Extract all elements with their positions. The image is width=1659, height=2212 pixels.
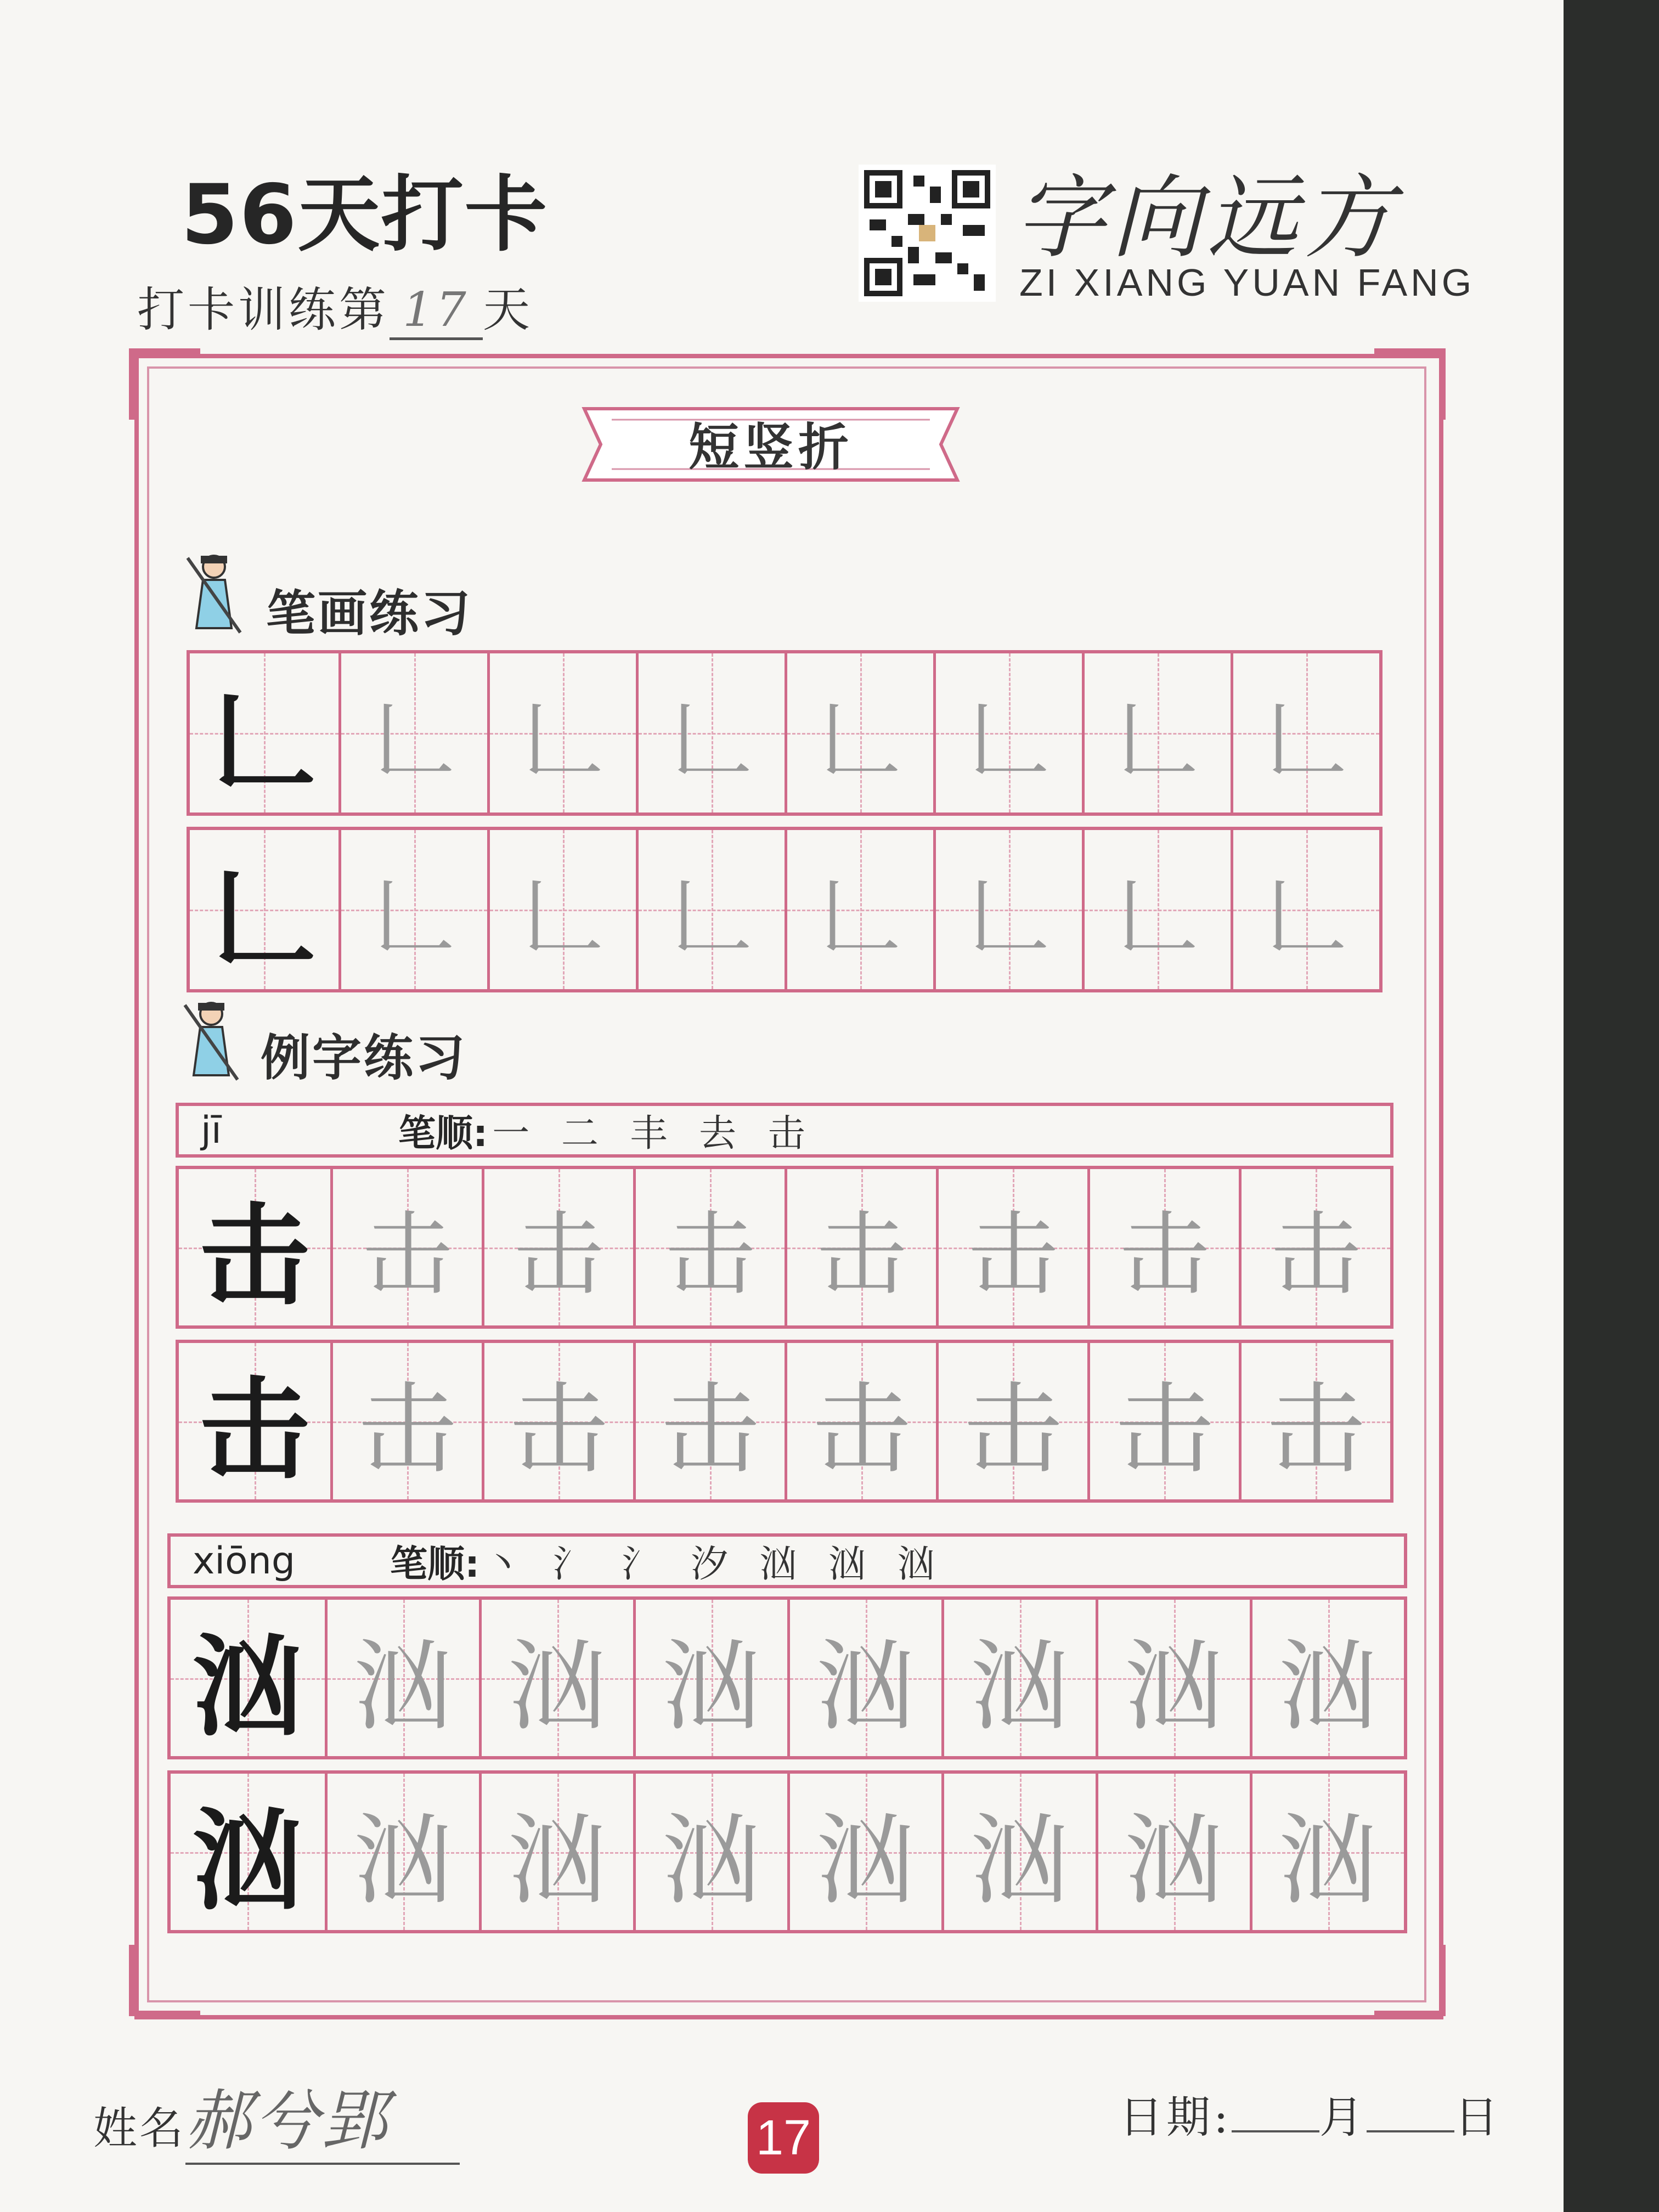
handwritten-glyph: 𠃊 <box>967 693 1050 788</box>
practice-cell[interactable] <box>1250 1600 1404 1756</box>
practice-cell[interactable] <box>933 830 1082 989</box>
handwritten-glyph: 汹 <box>662 1803 761 1918</box>
practice-cell[interactable] <box>1231 830 1379 989</box>
practice-cell[interactable] <box>1096 1600 1250 1756</box>
stroke-order-label: 笔顺: <box>398 1111 488 1155</box>
handwritten-glyph: 𠃊 <box>1265 870 1347 965</box>
handwritten-glyph: 汹 <box>353 1803 453 1918</box>
handwritten-glyph: 击 <box>358 1372 457 1487</box>
practice-cell[interactable] <box>1082 653 1231 812</box>
practice-cell[interactable] <box>941 1600 1096 1756</box>
practice-cell[interactable] <box>787 1600 941 1756</box>
practice-cell[interactable] <box>479 1600 633 1756</box>
handwritten-glyph: 𠃊 <box>1116 693 1199 788</box>
practice-cell[interactable] <box>787 1774 941 1930</box>
student-name-field <box>93 2068 460 2165</box>
practice-row <box>176 1340 1393 1503</box>
practice-cell[interactable] <box>325 1774 479 1930</box>
practice-cell[interactable] <box>482 1169 633 1325</box>
name-label: 姓名 <box>93 2103 185 2154</box>
handwritten-glyph: 𠃊 <box>373 870 455 965</box>
practice-cell[interactable] <box>487 830 636 989</box>
handwritten-glyph: 击 <box>816 1202 907 1307</box>
handwritten-glyph: 汹 <box>1278 1629 1378 1744</box>
frame-corner-ornament <box>1374 1945 1446 2016</box>
daily-counter <box>137 272 533 340</box>
student-name-signature[interactable]: 郝兮郢 <box>185 2068 460 2165</box>
handwritten-glyph: 𠃊 <box>670 693 753 788</box>
practice-cell[interactable] <box>325 1600 479 1756</box>
practice-cell[interactable] <box>1096 1774 1250 1930</box>
practice-cell[interactable] <box>1087 1169 1239 1325</box>
word-info-bar <box>176 1103 1393 1158</box>
practice-cell[interactable] <box>1250 1774 1404 1930</box>
handwritten-glyph: 𠃊 <box>521 870 604 965</box>
practice-cell[interactable] <box>1082 830 1231 989</box>
model-glyph: 𠃊 <box>212 856 317 979</box>
page-title: 56天打卡 <box>181 167 548 263</box>
practice-cell[interactable] <box>482 1343 633 1499</box>
practice-cell[interactable] <box>1239 1343 1390 1499</box>
practice-cell[interactable] <box>330 1343 482 1499</box>
practice-cell[interactable] <box>936 1343 1087 1499</box>
practice-cell[interactable] <box>330 1169 482 1325</box>
practice-cell[interactable] <box>190 830 338 989</box>
qr-code-icon <box>859 165 996 302</box>
pinyin: xiōng <box>193 1539 295 1583</box>
day-label: 日 <box>1454 2092 1502 2143</box>
handwritten-glyph: 汹 <box>507 1629 607 1744</box>
daily-label-pre: 打卡训练第 <box>137 283 390 337</box>
practice-cell[interactable] <box>479 1774 633 1930</box>
stroke-practice-title: 笔画练习 <box>266 585 472 642</box>
practice-cell[interactable] <box>487 653 636 812</box>
practice-cell[interactable] <box>171 1774 325 1930</box>
brand-logo-cn: 字向远方 <box>1015 165 1399 270</box>
handwritten-glyph: 𠃊 <box>967 870 1050 965</box>
lesson-title: 短竖折 <box>688 418 853 477</box>
handwritten-glyph: 汹 <box>816 1803 915 1918</box>
stroke-order-label: 笔顺: <box>390 1542 480 1586</box>
practice-cell[interactable] <box>785 830 933 989</box>
month-blank[interactable] <box>1232 2130 1319 2132</box>
handwritten-glyph: 𠃊 <box>819 870 901 965</box>
handwritten-glyph: 击 <box>1115 1372 1214 1487</box>
handwritten-glyph: 𠃊 <box>1116 870 1199 965</box>
practice-cell[interactable] <box>179 1343 330 1499</box>
practice-cell[interactable] <box>171 1600 325 1756</box>
practice-cell[interactable] <box>941 1774 1096 1930</box>
word-block-ji <box>176 1103 1393 1503</box>
practice-cell[interactable] <box>633 1774 787 1930</box>
model-glyph: 𠃊 <box>212 680 317 803</box>
handwritten-glyph: 击 <box>509 1372 608 1487</box>
practice-row <box>167 1770 1407 1933</box>
date-field <box>1119 2082 1502 2145</box>
handwritten-glyph: 𠃊 <box>1265 693 1347 788</box>
handwritten-glyph: 汹 <box>1278 1803 1378 1918</box>
practice-cell[interactable] <box>785 653 933 812</box>
handwritten-glyph: 汹 <box>1124 1629 1223 1744</box>
handwritten-glyph: 击 <box>1266 1372 1365 1487</box>
handwritten-glyph: 𠃊 <box>670 870 753 965</box>
handwritten-glyph: 汹 <box>970 1629 1069 1744</box>
frame-corner-ornament <box>129 1945 200 2016</box>
frame-corner-ornament <box>1374 348 1446 420</box>
handwritten-glyph: 汹 <box>970 1803 1069 1918</box>
handwritten-glyph: 汹 <box>1124 1803 1223 1918</box>
practice-cell[interactable] <box>636 830 785 989</box>
practice-cell[interactable] <box>1231 653 1379 812</box>
handwritten-glyph: 汹 <box>816 1629 915 1744</box>
practice-cell[interactable] <box>338 653 487 812</box>
model-glyph: 汹 <box>193 1796 303 1925</box>
practice-cell[interactable] <box>633 1169 785 1325</box>
handwritten-glyph: 击 <box>1270 1202 1361 1307</box>
day-blank[interactable] <box>1367 2130 1454 2132</box>
student-figure-icon <box>178 998 244 1086</box>
frame-corner-ornament <box>129 348 200 420</box>
stroke-order: 丶 氵 氵 汐 汹 汹 汹 <box>484 1542 945 1586</box>
handwritten-glyph: 击 <box>812 1372 911 1487</box>
practice-cell[interactable] <box>785 1169 936 1325</box>
practice-cell[interactable] <box>633 1343 785 1499</box>
model-glyph: 击 <box>199 1192 309 1321</box>
practice-cell[interactable] <box>633 1600 787 1756</box>
daily-label-post: 天 <box>483 283 533 337</box>
example-practice-title: 例字练习 <box>261 1029 467 1087</box>
brand-logo-en: ZI XIANG YUAN FANG <box>1019 261 1475 304</box>
practice-cell[interactable] <box>190 653 338 812</box>
handwritten-glyph: 击 <box>963 1372 1063 1487</box>
month-label: 月 <box>1319 2092 1367 2143</box>
practice-cell[interactable] <box>1239 1169 1390 1325</box>
pinyin: jī <box>201 1108 222 1152</box>
page-number-badge: 17 <box>748 2102 819 2174</box>
practice-cell[interactable] <box>936 1169 1087 1325</box>
practice-cell[interactable] <box>933 653 1082 812</box>
handwritten-glyph: 击 <box>1119 1202 1210 1307</box>
practice-row <box>187 827 1383 992</box>
handwritten-glyph: 汹 <box>507 1803 607 1918</box>
model-glyph: 汹 <box>193 1622 303 1751</box>
handwritten-glyph: 汹 <box>353 1629 453 1744</box>
practice-cell[interactable] <box>338 830 487 989</box>
practice-cell[interactable] <box>785 1343 936 1499</box>
stroke-order: 一 二 丰 去 击 <box>492 1111 815 1155</box>
practice-row <box>187 650 1383 816</box>
handwritten-glyph: 击 <box>362 1202 453 1307</box>
word-block-xiong <box>167 1533 1407 1933</box>
practice-row <box>167 1596 1407 1759</box>
model-glyph: 击 <box>199 1365 309 1494</box>
handwritten-glyph: 𠃊 <box>521 693 604 788</box>
handwritten-glyph: 汹 <box>662 1629 761 1744</box>
practice-cell[interactable] <box>1087 1343 1239 1499</box>
date-label: 日期: <box>1119 2092 1232 2143</box>
day-number: 17 <box>390 283 483 340</box>
handwritten-glyph: 击 <box>661 1372 760 1487</box>
handwritten-glyph: 𠃊 <box>819 693 901 788</box>
stroke-practice-grid <box>187 650 1383 992</box>
practice-cell[interactable] <box>179 1169 330 1325</box>
handwritten-glyph: 击 <box>664 1202 755 1307</box>
handwritten-glyph: 击 <box>513 1202 604 1307</box>
student-figure-icon <box>181 551 247 639</box>
handwritten-glyph: 𠃊 <box>373 693 455 788</box>
practice-cell[interactable] <box>636 653 785 812</box>
word-info-bar <box>167 1533 1407 1588</box>
practice-row <box>176 1166 1393 1329</box>
handwritten-glyph: 击 <box>967 1202 1058 1307</box>
